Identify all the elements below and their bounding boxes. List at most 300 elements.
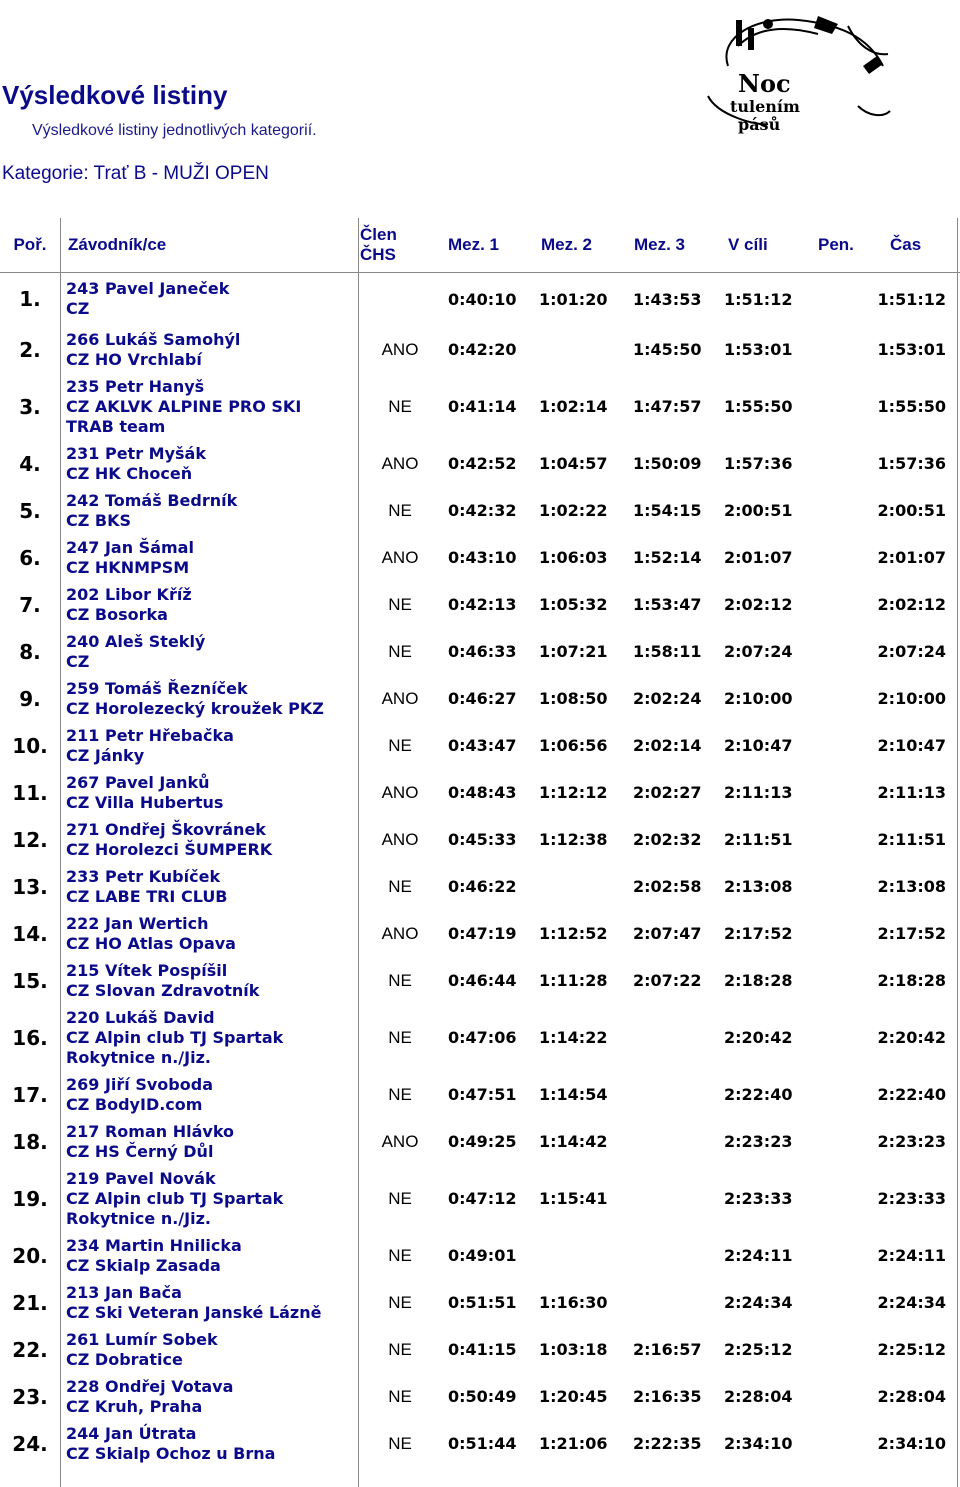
col-header-name: Závodník/ce: [68, 235, 167, 254]
rank-cell: 12.: [12, 827, 48, 852]
finish-cell: 2:23:23: [724, 1132, 793, 1151]
finish-cell: 2:13:08: [724, 877, 793, 896]
rank-cell: 10.: [12, 733, 48, 758]
col-header-mez2: Mez. 2: [541, 235, 593, 254]
competitor-club: CZ HO Vrchlabí: [66, 349, 202, 369]
penalty-cell: [814, 272, 876, 326]
logo-text-noc: Noc: [738, 69, 791, 98]
competitor-name: 267 Pavel Janků: [66, 772, 210, 792]
rank-cell: 20.: [12, 1243, 48, 1268]
split-3-cell: 2:07:22: [633, 971, 702, 990]
split-3-cell: 2:02:27: [633, 783, 702, 802]
table-row: [0, 581, 960, 628]
member-cell: ANO: [381, 829, 419, 849]
split-3-cell: 2:02:14: [633, 736, 702, 755]
split-2-cell: 1:12:52: [539, 924, 608, 943]
penalty-cell: [814, 487, 876, 534]
rank-cell: 21.: [12, 1290, 48, 1315]
total-time-cell: 2:24:34: [877, 1293, 946, 1312]
competitor-club: CZ: [66, 651, 90, 671]
split-3-cell: 2:07:47: [633, 924, 702, 943]
member-cell: NE: [388, 1386, 412, 1406]
rank-cell: 1.: [19, 287, 41, 311]
penalty-cell: [814, 1326, 876, 1373]
split-3-cell: 1:53:47: [633, 595, 702, 614]
logo-text-pasu: pásů: [738, 115, 781, 134]
competitor-cell: [60, 272, 358, 326]
competitor-name: 213 Jan Bača: [66, 1282, 182, 1302]
total-time-cell: 2:10:00: [877, 689, 946, 708]
competitor-club: CZ Dobratice: [66, 1349, 183, 1369]
competitor-cell: [60, 1326, 358, 1373]
competitor-cell: [60, 910, 358, 957]
split-2-cell: 1:02:22: [539, 501, 608, 520]
penalty-cell: [814, 1118, 876, 1165]
split-2-cell: 1:07:21: [539, 642, 608, 661]
col-header-time: Čas: [890, 235, 922, 254]
competitor-club: CZ Jánky: [66, 745, 145, 765]
split-2-cell: 1:14:42: [539, 1132, 608, 1151]
member-cell: NE: [388, 396, 412, 416]
total-time-cell: 1:53:01: [877, 340, 946, 359]
split-3-cell: 2:02:58: [633, 877, 702, 896]
total-time-cell: 2:11:13: [877, 783, 946, 802]
table-row: [0, 863, 960, 910]
total-time-cell: 2:25:12: [877, 1340, 946, 1359]
table-row: [0, 1118, 960, 1165]
competitor-club: CZ Kruh, Praha: [66, 1396, 203, 1416]
competitor-cell: [60, 863, 358, 910]
split-1-cell: 0:43:47: [448, 736, 517, 755]
finish-cell: 2:11:13: [724, 783, 793, 802]
finish-cell: 2:00:51: [724, 501, 793, 520]
competitor-club: CZ HO Atlas Opava: [66, 933, 236, 953]
split-3-cell: 2:16:35: [633, 1387, 702, 1406]
penalty-cell: [814, 440, 876, 487]
table-row: [0, 1373, 960, 1420]
competitor-club: CZ HKNMPSM: [66, 557, 190, 577]
finish-cell: 2:17:52: [724, 924, 793, 943]
penalty-cell: [814, 1373, 876, 1420]
rank-cell: 23.: [12, 1384, 48, 1409]
rank-cell: 9.: [19, 686, 41, 711]
split-3-cell: 1:43:53: [633, 289, 702, 309]
split-1-cell: 0:46:22: [448, 877, 517, 896]
rank-cell: 5.: [19, 498, 41, 523]
finish-cell: 2:24:34: [724, 1293, 793, 1312]
member-cell: NE: [388, 876, 412, 896]
split-3-cell: 1:47:57: [633, 397, 702, 416]
rank-cell: 24.: [12, 1431, 48, 1456]
competitor-club: CZ AKLVK ALPINE PRO SKI: [66, 396, 302, 416]
finish-cell: 2:02:12: [724, 595, 793, 614]
competitor-cell: [60, 769, 358, 816]
col-header-member-line2: ČHS: [360, 245, 396, 264]
rank-cell: 16.: [12, 1025, 48, 1050]
competitor-cell: [60, 440, 358, 487]
total-time-cell: 2:00:51: [877, 501, 946, 520]
total-time-cell: 2:24:11: [877, 1246, 946, 1265]
split-2-cell: 1:16:30: [539, 1293, 608, 1312]
split-1-cell: 0:47:51: [448, 1085, 517, 1104]
competitor-name: 222 Jan Wertich: [66, 913, 209, 933]
member-cell: NE: [388, 1188, 412, 1208]
split-3-cell: [628, 1165, 720, 1232]
rank-cell: 17.: [12, 1082, 48, 1107]
rank-cell: 19.: [12, 1186, 48, 1211]
col-header-pen: Pen.: [818, 235, 854, 254]
split-2-cell: 1:01:20: [539, 289, 608, 309]
competitor-club: CZ Ski Veteran Janské Lázně: [66, 1302, 322, 1322]
competitor-name: 211 Petr Hřebačka: [66, 725, 234, 745]
rank-cell: 13.: [12, 874, 48, 899]
split-1-cell: 0:49:01: [448, 1246, 517, 1265]
competitor-name: 219 Pavel Novák: [66, 1168, 216, 1188]
rank-cell: 22.: [12, 1337, 48, 1362]
rank-cell: 8.: [19, 639, 41, 664]
split-2-cell: 1:06:56: [539, 736, 608, 755]
competitor-cell: [60, 373, 358, 440]
finish-cell: 2:22:40: [724, 1085, 793, 1104]
split-1-cell: 0:48:43: [448, 783, 517, 802]
competitor-club: CZ Alpin club TJ Spartak: [66, 1027, 284, 1047]
competitor-name: 215 Vítek Pospíšil: [66, 960, 228, 980]
split-1-cell: 0:41:14: [448, 397, 517, 416]
competitor-cell: [60, 534, 358, 581]
competitor-club: CZ Bosorka: [66, 604, 168, 624]
table-row: [0, 722, 960, 769]
split-3-cell: [628, 1279, 720, 1326]
finish-cell: 2:10:00: [724, 689, 793, 708]
total-time-cell: 1:57:36: [877, 454, 946, 473]
table-row: [0, 675, 960, 722]
competitor-name: 242 Tomáš Bedrník: [66, 490, 238, 510]
split-3-cell: [628, 1004, 720, 1071]
competitor-cell: [60, 628, 358, 675]
split-2-cell: 1:21:06: [539, 1434, 608, 1453]
rank-cell: 6.: [19, 545, 41, 570]
penalty-cell: [814, 326, 876, 373]
table-row: [0, 1232, 960, 1279]
competitor-club: CZ LABE TRI CLUB: [66, 886, 228, 906]
total-time-cell: 2:01:07: [877, 548, 946, 567]
table-row: [0, 910, 960, 957]
total-time-cell: 2:02:12: [877, 595, 946, 614]
split-2-cell: [536, 863, 628, 910]
table-row: [0, 487, 960, 534]
split-2-cell: 1:12:12: [539, 783, 608, 802]
total-time-cell: 2:10:47: [877, 736, 946, 755]
member-cell: NE: [388, 1245, 412, 1265]
member-cell: ANO: [381, 923, 419, 943]
competitor-name: 235 Petr Hanyš: [66, 376, 205, 396]
competitor-name: 244 Jan Útrata: [66, 1423, 197, 1443]
table-row: [0, 1326, 960, 1373]
competitor-cell: [60, 1118, 358, 1165]
competitor-name: 231 Petr Myšák: [66, 443, 206, 463]
col-header-member: [358, 218, 442, 272]
finish-cell: 1:55:50: [724, 397, 793, 416]
split-2-cell: 1:12:38: [539, 830, 608, 849]
split-3-cell: [628, 1232, 720, 1279]
table-row: [0, 769, 960, 816]
competitor-cell: [60, 1232, 358, 1279]
competitor-name: 243 Pavel Janeček: [66, 279, 230, 298]
split-2-cell: 1:15:41: [539, 1189, 608, 1208]
split-2-cell: 1:20:45: [539, 1387, 608, 1406]
split-1-cell: 0:40:10: [448, 289, 517, 309]
page-title: Výsledkové listiny: [2, 80, 228, 110]
split-3-cell: 1:50:09: [633, 454, 702, 473]
table-row: [0, 1165, 960, 1232]
competitor-cell: [60, 1071, 358, 1118]
total-time-cell: 1:51:12: [877, 289, 946, 309]
table-row: [0, 816, 960, 863]
split-3-cell: [628, 1071, 720, 1118]
split-1-cell: 0:46:27: [448, 689, 517, 708]
split-3-cell: 1:58:11: [633, 642, 702, 661]
penalty-cell: [814, 534, 876, 581]
split-3-cell: 2:02:32: [633, 830, 702, 849]
split-2-cell: 1:04:57: [539, 454, 608, 473]
split-2-cell: 1:05:32: [539, 595, 608, 614]
total-time-cell: 2:11:51: [877, 830, 946, 849]
split-2-cell: 1:06:03: [539, 548, 608, 567]
member-cell: NE: [388, 1084, 412, 1104]
total-time-cell: 2:22:40: [877, 1085, 946, 1104]
table-row: [0, 534, 960, 581]
competitor-cell: [60, 1420, 358, 1467]
competitor-club-cont: Rokytnice n./Jiz.: [66, 1047, 211, 1067]
col-header-mez3: Mez. 3: [634, 235, 686, 254]
split-3-cell: 2:22:35: [633, 1434, 702, 1453]
col-header-finish: V cíli: [728, 235, 768, 254]
table-row: [0, 957, 960, 1004]
table-row: [0, 373, 960, 440]
split-1-cell: 0:46:33: [448, 642, 517, 661]
split-1-cell: 0:42:32: [448, 501, 517, 520]
finish-cell: 2:34:10: [724, 1434, 793, 1453]
total-time-cell: 2:23:23: [877, 1132, 946, 1151]
penalty-cell: [814, 373, 876, 440]
competitor-name: 228 Ondřej Votava: [66, 1376, 234, 1396]
penalty-cell: [814, 675, 876, 722]
competitor-cell: [60, 957, 358, 1004]
penalty-cell: [814, 910, 876, 957]
split-2-cell: 1:11:28: [539, 971, 608, 990]
member-cell: ANO: [381, 453, 419, 473]
competitor-club-cont: Rokytnice n./Jiz.: [66, 1208, 211, 1228]
finish-cell: 1:53:01: [724, 340, 793, 359]
split-1-cell: 0:45:33: [448, 830, 517, 849]
table-row: [0, 1420, 960, 1467]
finish-cell: 2:11:51: [724, 830, 793, 849]
competitor-club-cont: TRAB team: [66, 416, 166, 436]
competitor-cell: [60, 675, 358, 722]
split-1-cell: 0:47:06: [448, 1028, 517, 1047]
competitor-club: CZ Villa Hubertus: [66, 792, 224, 812]
penalty-cell: [814, 1165, 876, 1232]
split-2-cell: 1:03:18: [539, 1340, 608, 1359]
col-header-rank: Poř.: [13, 235, 47, 254]
total-time-cell: 2:07:24: [877, 642, 946, 661]
table-row: [0, 1004, 960, 1071]
competitor-cell: [60, 487, 358, 534]
member-cell: ANO: [381, 782, 419, 802]
split-2-cell: 1:02:14: [539, 397, 608, 416]
table-row: [0, 1071, 960, 1118]
finish-cell: 2:18:28: [724, 971, 793, 990]
penalty-cell: [814, 769, 876, 816]
member-cell: ANO: [381, 1131, 419, 1151]
penalty-cell: [814, 722, 876, 769]
page-subtitle: Výsledkové listiny jednotlivých kategorií.: [32, 122, 317, 139]
split-1-cell: 0:42:13: [448, 595, 517, 614]
table-row: [0, 1279, 960, 1326]
competitor-cell: [60, 816, 358, 863]
split-2-cell: 1:08:50: [539, 689, 608, 708]
split-1-cell: 0:41:15: [448, 1340, 517, 1359]
split-1-cell: 0:50:49: [448, 1387, 517, 1406]
competitor-club: CZ BKS: [66, 510, 132, 530]
competitor-club: CZ HS Černý Důl: [66, 1141, 214, 1161]
penalty-cell: [814, 1071, 876, 1118]
member-cell: NE: [388, 1292, 412, 1312]
total-time-cell: 2:23:33: [877, 1189, 946, 1208]
split-3-cell: 2:16:57: [633, 1340, 702, 1359]
finish-cell: 1:57:36: [724, 454, 793, 473]
penalty-cell: [814, 581, 876, 628]
rank-cell: 14.: [12, 921, 48, 946]
member-cell: NE: [388, 500, 412, 520]
table-header-row: [0, 218, 960, 272]
split-1-cell: 0:49:25: [448, 1132, 517, 1151]
split-1-cell: 0:42:20: [448, 340, 517, 359]
split-3-cell: 2:02:24: [633, 689, 702, 708]
split-1-cell: 0:51:51: [448, 1293, 517, 1312]
competitor-name: 266 Lukáš Samohýl: [66, 329, 241, 349]
member-cell: NE: [388, 1339, 412, 1359]
member-cell: ANO: [381, 339, 419, 359]
competitor-name: 240 Aleš Steklý: [66, 631, 206, 651]
split-1-cell: 0:47:19: [448, 924, 517, 943]
noc-tulenich-pasu-logo: [698, 6, 894, 138]
total-time-cell: 2:13:08: [877, 877, 946, 896]
rank-cell: 3.: [19, 394, 41, 419]
rank-cell: 18.: [12, 1129, 48, 1154]
penalty-cell: [814, 1004, 876, 1071]
penalty-cell: [814, 957, 876, 1004]
competitor-club: CZ: [66, 299, 90, 318]
penalty-cell: [814, 816, 876, 863]
competitor-club: CZ Horolezci ŠUMPERK: [66, 839, 273, 859]
competitor-name: 247 Jan Šámal: [66, 537, 194, 557]
competitor-name: 217 Roman Hlávko: [66, 1121, 235, 1141]
rank-cell: 11.: [12, 780, 48, 805]
finish-cell: 2:01:07: [724, 548, 793, 567]
competitor-cell: [60, 1165, 358, 1232]
member-cell: NE: [388, 594, 412, 614]
total-time-cell: 2:18:28: [877, 971, 946, 990]
finish-cell: 2:25:12: [724, 1340, 793, 1359]
competitor-name: 271 Ondřej Škovránek: [66, 819, 266, 839]
split-2-cell: 1:14:54: [539, 1085, 608, 1104]
table-row: [0, 628, 960, 675]
total-time-cell: 2:20:42: [877, 1028, 946, 1047]
finish-cell: 2:10:47: [724, 736, 793, 755]
split-1-cell: 0:47:12: [448, 1189, 517, 1208]
split-2-cell: [536, 1232, 628, 1279]
competitor-name: 202 Libor Kříž: [66, 584, 192, 604]
rank-cell: 4.: [19, 451, 41, 476]
split-3-cell: [628, 1118, 720, 1165]
split-3-cell: 1:54:15: [633, 501, 702, 520]
results-table: [0, 218, 960, 1467]
rank-cell: 15.: [12, 968, 48, 993]
competitor-club: CZ Skialp Zasada: [66, 1255, 221, 1275]
col-header-mez1: Mez. 1: [448, 235, 500, 254]
competitor-name: 269 Jiří Svoboda: [66, 1074, 213, 1094]
competitor-club: CZ Skialp Ochoz u Brna: [66, 1443, 276, 1463]
competitor-club: CZ Slovan Zdravotník: [66, 980, 260, 1000]
total-time-cell: 2:17:52: [877, 924, 946, 943]
penalty-cell: [814, 1279, 876, 1326]
finish-cell: 2:24:11: [724, 1246, 793, 1265]
competitor-cell: [60, 1004, 358, 1071]
split-2-cell: 1:14:22: [539, 1028, 608, 1047]
member-cell: NE: [388, 1027, 412, 1047]
competitor-club: CZ BodyID.com: [66, 1094, 203, 1114]
competitor-cell: [60, 326, 358, 373]
competitor-name: 220 Lukáš David: [66, 1007, 215, 1027]
table-row: [0, 440, 960, 487]
table-row: [0, 326, 960, 373]
penalty-cell: [814, 628, 876, 675]
competitor-cell: [60, 1279, 358, 1326]
competitor-name: 261 Lumír Sobek: [66, 1329, 218, 1349]
total-time-cell: 2:28:04: [877, 1387, 946, 1406]
competitor-club: CZ HK Choceň: [66, 463, 193, 483]
competitor-name: 259 Tomáš Řezníček: [66, 678, 248, 698]
rank-cell: 2.: [19, 337, 41, 362]
penalty-cell: [814, 1420, 876, 1467]
category-heading: Kategorie: Trať B - MUŽI OPEN: [2, 163, 269, 184]
split-1-cell: 0:43:10: [448, 548, 517, 567]
member-cell: NE: [388, 735, 412, 755]
member-cell: ANO: [381, 688, 419, 708]
member-cell: NE: [388, 1433, 412, 1453]
col-header-member-line1: Člen: [360, 225, 397, 244]
member-cell: NE: [388, 970, 412, 990]
finish-cell: 2:20:42: [724, 1028, 793, 1047]
finish-cell: 1:51:12: [724, 289, 793, 309]
logo-text-tulenich: tulením: [730, 97, 800, 116]
split-1-cell: 0:42:52: [448, 454, 517, 473]
rank-cell: 7.: [19, 592, 41, 617]
member-cell: [358, 272, 442, 326]
penalty-cell: [814, 863, 876, 910]
competitor-cell: [60, 722, 358, 769]
finish-cell: 2:07:24: [724, 642, 793, 661]
finish-cell: 2:23:33: [724, 1189, 793, 1208]
table-row: [0, 272, 960, 326]
competitor-club: CZ Horolezecký kroužek PKZ: [66, 698, 324, 718]
split-1-cell: 0:51:44: [448, 1434, 517, 1453]
split-1-cell: 0:46:44: [448, 971, 517, 990]
member-cell: ANO: [381, 547, 419, 567]
split-3-cell: 1:52:14: [633, 548, 702, 567]
total-time-cell: 1:55:50: [877, 397, 946, 416]
